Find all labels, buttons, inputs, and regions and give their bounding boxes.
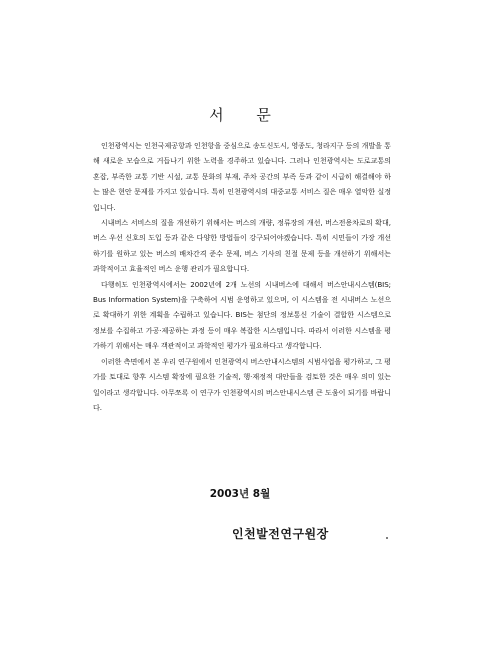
paragraph-1: 인천광역시는 인천국제공항과 인천항을 중심으로 송도신도시, 영종도, 청라지구 등의 개발을 통해 새로운 모습으로 거듭나기 위한 노력을 경주하고 있습니다. 그러나 인천광역시는 도로교통의 혼잡, 부족한 교통 기반 시설, 교통 문화의 부재, 주차 공간의 부족 등과 같이 시급히 해결해야 하는 많은 현안 문제를 가지고 있습니다. 특히 인천광역시의 대중교통 서비스 질은 매우 열악한 실정입니다. — [93, 141, 391, 212]
paragraph-2: 시내버스 서비스의 질을 개선하기 위해서는 버스의 개량, 정류장의 개선, 버스전용차로의 확대, 버스 우선 신호의 도입 등과 같은 다양한 방법들이 강구되어야겠습니다. 특히 시민들이 가장 개선하기를 원하고 있는 버스의 배차간격 준수 문제, 버스 기사의 친절 문제 등을 개선하기 위해서는 과학적이고 효율적인 버스 운행 관리가 필요합니다. — [93, 218, 391, 274]
trailing-mark — [386, 537, 388, 539]
paragraph-3: 다행히도 인천광역시에서는 2002년에 2개 노선의 시내버스에 대해서 버스안내시스템(BIS; Bus Information System)을 구축하여 시범 운영하고 있으며, 이 시스템을 전 시내버스 노선으로 확대하기 위한 계획을 수립하고 있습니다. BIS는 첨단의 정보통신 기술이 결합한 시스템으로 정보를 수집하고 가공·제공하는 과정 등이 매우 복잡한 시스템입니다. 따라서 이러한 시스템을 평가하기 위해서는 매우 객관적이고 과학적인 평가가 필요하다고 생각합니다. — [93, 279, 391, 351]
preface-body — [93, 138, 391, 415]
date-line: 2003년 8월 — [209, 488, 271, 500]
page-title: 서 문 — [209, 106, 285, 124]
author-signature: 인천발전연구원장 — [232, 527, 329, 541]
paragraph-4: 이러한 측면에서 본 우리 연구원에서 인천광역시 버스안내시스템의 시범사업을 평가하고, 그 평가를 토대로 향후 시스템 확장에 필요한 기술적, 행·재정적 대안들을 검토한 것은 매우 의미 있는 일이라고 생각합니다. 아무쪼록 이 연구가 인천광역시의 버스안내시스템 큰 도움이 되기를 바랍니다. — [93, 356, 391, 412]
